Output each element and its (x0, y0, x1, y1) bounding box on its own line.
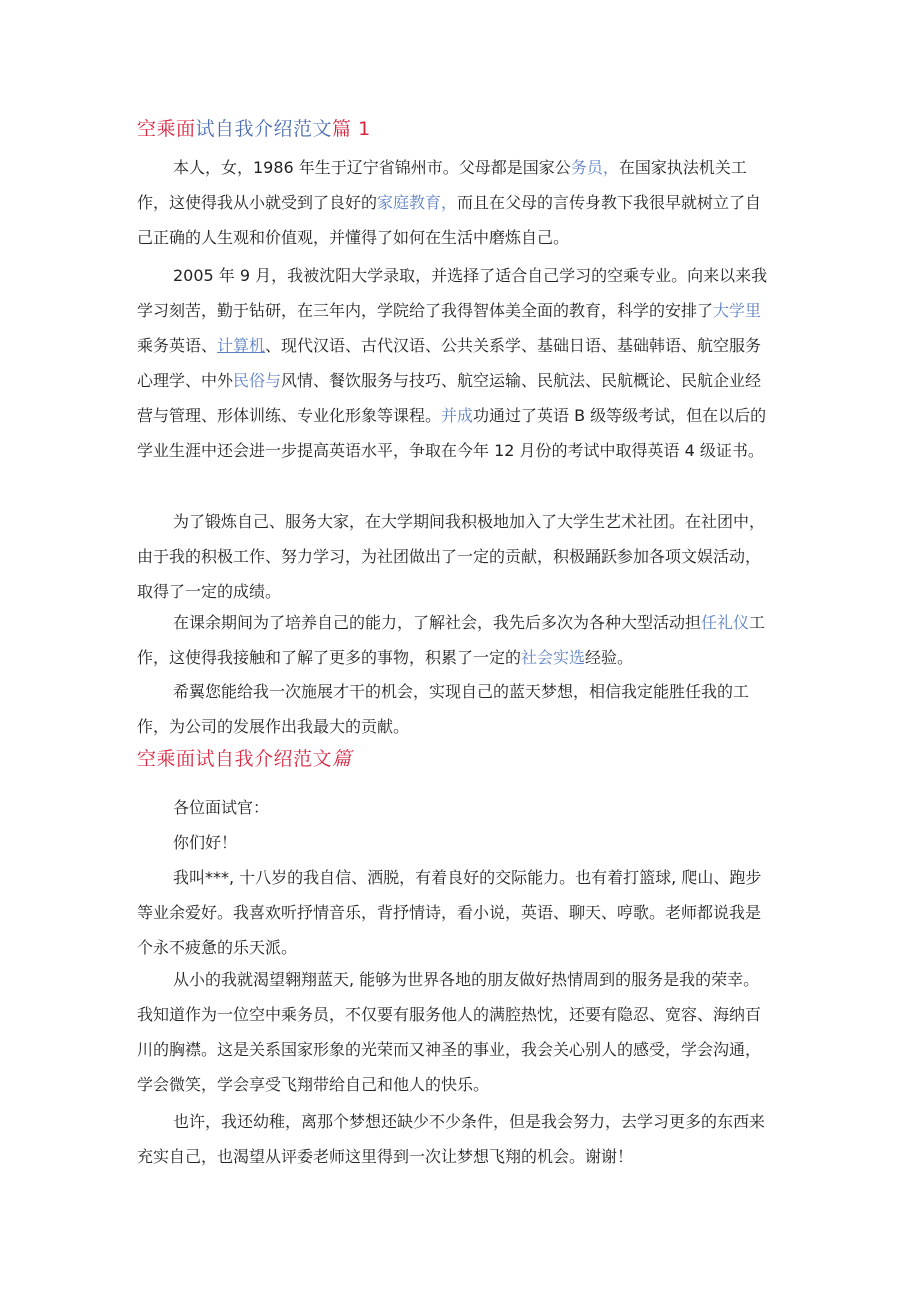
paragraph: 本人，女，1986 年生于辽宁省锦州市。父母都是国家公务员，在国家执法机关工作，这使得我从小就受到了良好的家庭教育，而且在父母的言传身教下我很早就树立了自己正确的人生观和价值观，并懂得了如何在生活中磨炼自己。 (137, 158, 762, 247)
link-text[interactable]: 社会实选 (521, 648, 586, 667)
paragraph: 为了锻炼自己、服务大家，在大学期间我积极地加入了大学生艺术社团。在社团中，由于我的积极工作、努力学习，为社团做出了一定的贡献，积极踊跃参加各项文娱活动，取得了一定的成绩。 (137, 512, 766, 601)
title-part: 试自我介绍范文 (195, 118, 333, 140)
section2-title (137, 744, 352, 771)
link-text[interactable]: 计算机 (217, 336, 266, 355)
section1-title (137, 114, 371, 141)
link-text[interactable]: 家庭教育， (377, 193, 458, 212)
link-text[interactable]: 务员， (570, 158, 619, 177)
paragraph: 各位面试官： (173, 798, 270, 817)
paragraph: 2005 年 9 月，我被沈阳大学录取，并选择了适合自己学习的空乘专业。向来以来我学习刻苦，勤于钻研，在三年内，学院给了我得智体美全面的教育，科学的安排了大学里乘务英语、计算机、现代汉语、古代汉语、公共关系学、基础日语、基础韩语、航空服务心理学、中外民俗与风情、餐饮服务与技巧、航空运输、民航法、民航概论、民航企业经营与管理、形体训练、专业化形象等课程。并成功通过了英语 B 级等级考试，但在以后的学业生涯中还会进一步提高英语水平，争取在今年 12 月份的考试中取得英语 4 级证书。 (137, 266, 768, 460)
title-part: 空乘面 (137, 118, 196, 140)
paragraph: 我叫***, 十八岁的我自信、洒脱，有着良好的交际能力。也有着打篮球, 爬山、跑步等业余爱好。我喜欢听抒情音乐，背抒情诗，看小说，英语、聊天、哼歌。老师都说我是个永不疲惫的乐天派。 (137, 868, 762, 957)
paragraph: 也许，我还幼稚，离那个梦想还缺少不少条件，但是我会努力，去学习更多的东西来充实自己，也渴望从评委老师这里得到一次让梦想飞翔的机会。谢谢！ (137, 1112, 766, 1166)
link-text[interactable]: 并成 (441, 406, 474, 425)
title-part: 空乘面试自我介绍范文 (137, 748, 333, 770)
paragraph: 你们好！ (173, 833, 238, 852)
title-part: 篇 1 (332, 118, 371, 140)
link-text[interactable]: 任礼仪 (701, 613, 750, 632)
link-text[interactable]: 大学里 (713, 301, 762, 320)
title-part: 篇 (332, 748, 352, 770)
paragraph: 在课余期间为了培养自己的能力，了解社会，我先后多次为各种大型活动担任礼仪工作，这使得我接触和了解了更多的事物，积累了一定的社会实选经验。 (137, 613, 766, 667)
paragraph: 希翼您能给我一次施展才干的机会，实现自己的蓝天梦想，相信我定能胜任我的工作，为公司的发展作出我最大的贡献。 (137, 682, 750, 736)
link-text[interactable]: 民俗与 (233, 371, 282, 390)
paragraph: 从小的我就渴望翱翔蓝天, 能够为世界各地的朋友做好热情周到的服务是我的荣幸。我知道作为一位空中乘务员，不仅要有服务他人的满腔热忱，还要有隐忍、宽容、海纳百川的胸襟。这是关系国家形象的光荣而又神圣的事业，我会关心别人的感受，学会沟通，学会微笑，学会享受飞翔带给自己和他人的快乐。 (137, 970, 762, 1094)
